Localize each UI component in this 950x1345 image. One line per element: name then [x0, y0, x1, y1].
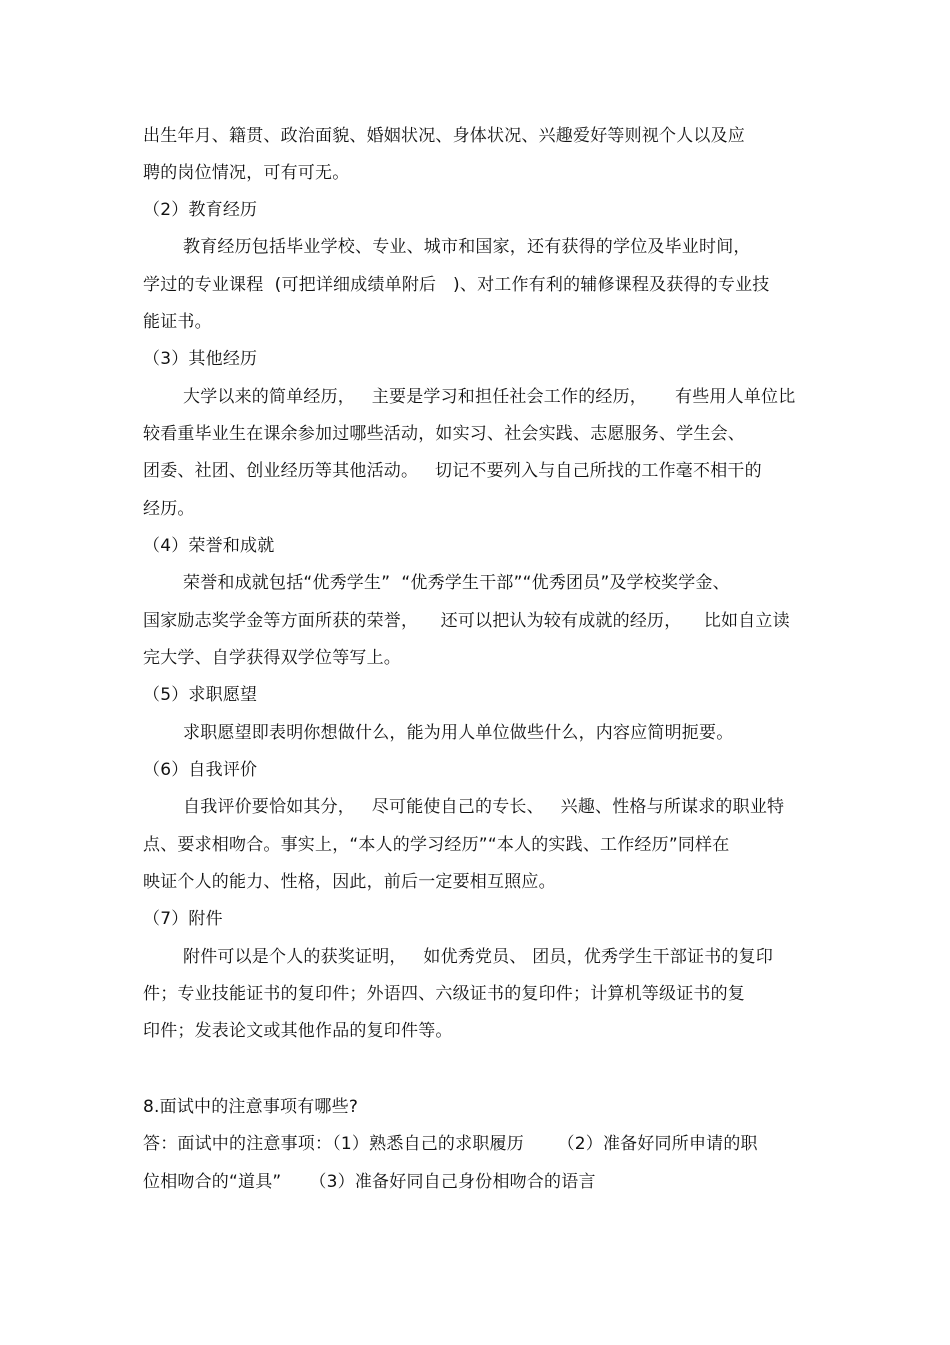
- body-text-line: 完大学、自学获得双学位等写上。: [143, 648, 401, 668]
- body-text-line: 求职愿望即表明你想做什么，能为用人单位做些什么，内容应简明扼要。: [183, 723, 734, 743]
- section-heading-honors: （4）荣誉和成就: [143, 536, 275, 556]
- body-text-line: 出生年月、籍贯、政治面貌、婚姻状况、身体状况、兴趣爱好等则视个人以及应: [143, 126, 745, 146]
- section-heading-job-objective: （5）求职愿望: [143, 685, 258, 705]
- body-text-line: 大学以来的简单经历， 主要是学习和担任社会工作的经历， 有些用人单位比: [183, 387, 796, 407]
- body-text-line: 映证个人的能力、性格，因此，前后一定要相互照应。: [143, 872, 556, 892]
- body-text-line: 国家励志奖学金等方面所获的荣誉， 还可以把认为较有成就的经历， 比如自立读: [143, 611, 790, 631]
- body-text-line: 点、要求相吻合。事实上，“本人的学习经历”“本人的实践、工作经历”同样在: [143, 835, 730, 855]
- body-text-line: 较看重毕业生在课余参加过哪些活动，如实习、社会实践、志愿服务、学生会、: [143, 424, 745, 444]
- answer-text-line: 位相吻合的“道具” （3）准备好同自己身份相吻合的语言: [143, 1172, 596, 1192]
- body-text-line: 团委、社团、创业经历等其他活动。 切记不要列入与自己所找的工作毫不相干的: [143, 461, 762, 481]
- section-heading-other-experience: （3）其他经历: [143, 349, 258, 369]
- body-text-line: 附件可以是个人的获奖证明， 如优秀党员、 团员，优秀学生干部证书的复印: [183, 947, 774, 967]
- body-text-line: 聘的岗位情况，可有可无。: [143, 163, 350, 183]
- body-text-line: 教育经历包括毕业学校、专业、城市和国家，还有获得的学位及毕业时间，: [183, 237, 751, 257]
- body-text-line: 荣誉和成就包括“优秀学生” “优秀学生干部”“优秀团员”及学校奖学金、: [183, 573, 730, 593]
- body-text-line: 件；专业技能证书的复印件；外语四、六级证书的复印件；计算机等级证书的复: [143, 984, 745, 1004]
- body-text-line: 自我评价要恰如其分， 尽可能使自己的专长、 兴趣、性格与所谋求的职业特: [183, 797, 785, 817]
- section-heading-attachments: （7）附件: [143, 909, 223, 929]
- body-text-line: 经历。: [143, 499, 195, 519]
- question-heading: 8.面试中的注意事项有哪些?: [143, 1097, 359, 1117]
- body-text-line: 印件；发表论文或其他作品的复印件等。: [143, 1021, 453, 1041]
- answer-text-line: 答：面试中的注意事项：（1）熟悉自己的求职履历 （2）准备好同所申请的职: [143, 1134, 758, 1154]
- section-heading-self-evaluation: （6）自我评价: [143, 760, 258, 780]
- section-heading-education: （2）教育经历: [143, 200, 258, 220]
- body-text-line: 学过的专业课程 (可把详细成绩单附后 )、对工作有利的辅修课程及获得的专业技: [143, 275, 770, 295]
- body-text-line: 能证书。: [143, 312, 212, 332]
